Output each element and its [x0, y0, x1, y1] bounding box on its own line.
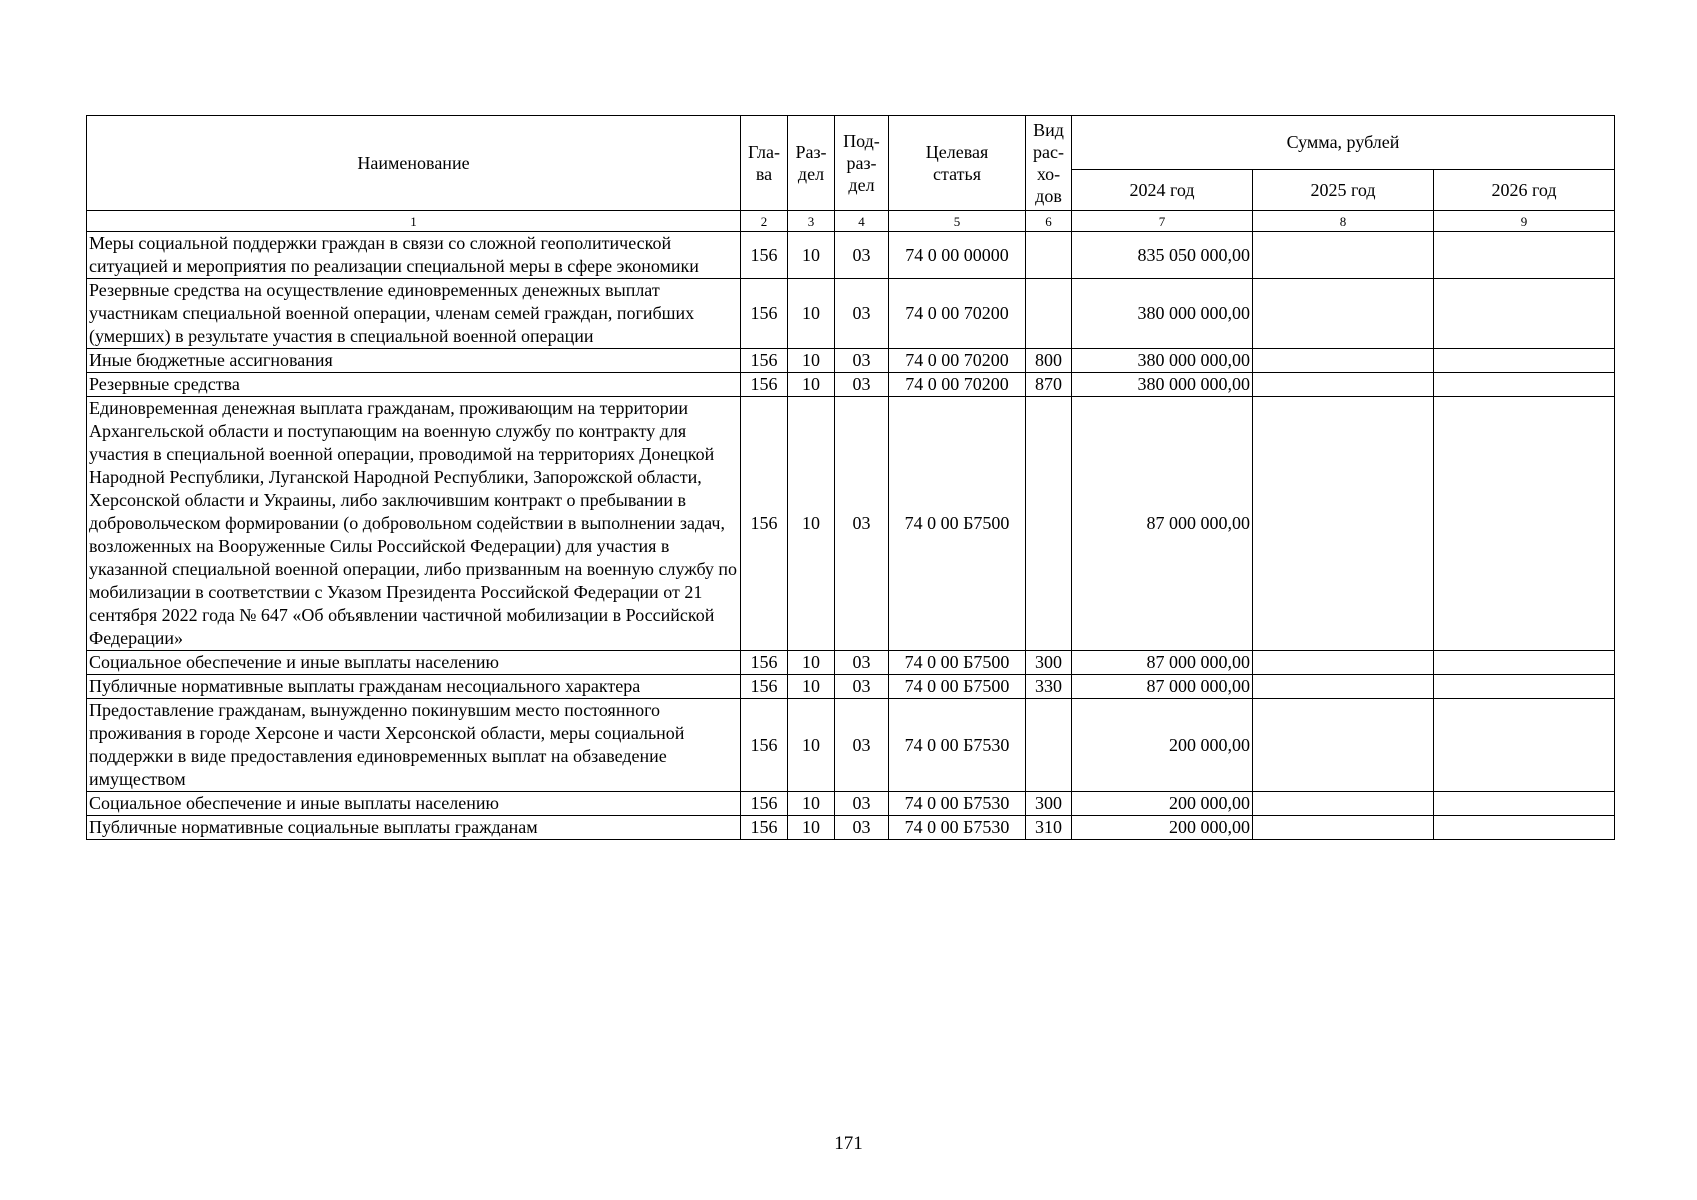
row-target: 74 0 00 70200 [889, 373, 1026, 397]
row-vid: 310 [1026, 816, 1072, 840]
row-sum-2026 [1434, 816, 1615, 840]
table-row [87, 397, 1615, 651]
header-year-2026: 2026 год [1434, 170, 1615, 211]
row-sum-2024: 380 000 000,00 [1072, 279, 1253, 349]
row-vid: 300 [1026, 651, 1072, 675]
table-row [87, 699, 1615, 792]
row-sum-2024: 380 000 000,00 [1072, 373, 1253, 397]
row-name: Социальное обеспечение и иные выплаты населению [87, 651, 741, 675]
row-name: Резервные средства [87, 373, 741, 397]
column-number: 3 [788, 211, 835, 232]
row-glava: 156 [741, 675, 788, 699]
row-sum-2024: 200 000,00 [1072, 699, 1253, 792]
row-target: 74 0 00 Б7500 [889, 675, 1026, 699]
row-glava: 156 [741, 792, 788, 816]
row-podrazdel: 03 [835, 675, 889, 699]
row-podrazdel: 03 [835, 349, 889, 373]
row-sum-2025 [1253, 373, 1434, 397]
column-number: 5 [889, 211, 1026, 232]
header-podrazdel: Под- раз- дел [835, 116, 889, 211]
row-sum-2025 [1253, 792, 1434, 816]
row-razdel: 10 [788, 651, 835, 675]
header-year-2024: 2024 год [1072, 170, 1253, 211]
row-glava: 156 [741, 232, 788, 279]
row-target: 74 0 00 Б7530 [889, 792, 1026, 816]
row-sum-2026 [1434, 675, 1615, 699]
row-razdel: 10 [788, 373, 835, 397]
row-razdel: 10 [788, 349, 835, 373]
row-glava: 156 [741, 816, 788, 840]
header-year-2025: 2025 год [1253, 170, 1434, 211]
row-sum-2026 [1434, 792, 1615, 816]
column-number: 9 [1434, 211, 1615, 232]
row-sum-2024: 835 050 000,00 [1072, 232, 1253, 279]
row-glava: 156 [741, 699, 788, 792]
table-row [87, 349, 1615, 373]
row-razdel: 10 [788, 279, 835, 349]
row-vid: 870 [1026, 373, 1072, 397]
row-name: Иные бюджетные ассигнования [87, 349, 741, 373]
row-glava: 156 [741, 397, 788, 651]
header-vid: Вид рас- хо- дов [1026, 116, 1072, 211]
row-name: Меры социальной поддержки граждан в связи со сложной геополитической ситуацией и мероприятия по реализации специальной меры в сфере экономики [87, 232, 741, 279]
row-target: 74 0 00 Б7530 [889, 699, 1026, 792]
header-target: Целевая статья [889, 116, 1026, 211]
row-name: Предоставление гражданам, вынужденно покинувшим место постоянного проживания в городе Херсоне и части Херсонской области, меры социальной поддержки в виде предоставления единовременных выплат на обзаведение имуществом [87, 699, 741, 792]
table-row [87, 816, 1615, 840]
row-sum-2025 [1253, 232, 1434, 279]
row-target: 74 0 00 Б7530 [889, 816, 1026, 840]
row-vid [1026, 397, 1072, 651]
row-sum-2024: 87 000 000,00 [1072, 397, 1253, 651]
header-name: Наименование [87, 116, 741, 211]
row-podrazdel: 03 [835, 792, 889, 816]
row-sum-2025 [1253, 651, 1434, 675]
header-summa: Сумма, рублей [1072, 116, 1615, 170]
row-sum-2025 [1253, 397, 1434, 651]
column-numbers-row [87, 211, 1615, 232]
row-sum-2026 [1434, 699, 1615, 792]
row-razdel: 10 [788, 397, 835, 651]
row-vid [1026, 232, 1072, 279]
row-podrazdel: 03 [835, 373, 889, 397]
row-sum-2024: 200 000,00 [1072, 792, 1253, 816]
row-sum-2026 [1434, 651, 1615, 675]
row-target: 74 0 00 Б7500 [889, 651, 1026, 675]
row-razdel: 10 [788, 675, 835, 699]
row-target: 74 0 00 Б7500 [889, 397, 1026, 651]
row-name: Социальное обеспечение и иные выплаты населению [87, 792, 741, 816]
table-header [87, 116, 1615, 211]
row-razdel: 10 [788, 699, 835, 792]
row-name: Резервные средства на осуществление единовременных денежных выплат участникам специальной военной операции, членам семей граждан, погибших (умерших) в результате участия в специальной военной операции [87, 279, 741, 349]
row-sum-2026 [1434, 397, 1615, 651]
row-name: Публичные нормативные выплаты гражданам несоциального характера [87, 675, 741, 699]
row-sum-2024: 87 000 000,00 [1072, 675, 1253, 699]
row-name: Публичные нормативные социальные выплаты гражданам [87, 816, 741, 840]
row-razdel: 10 [788, 816, 835, 840]
row-podrazdel: 03 [835, 816, 889, 840]
row-vid: 330 [1026, 675, 1072, 699]
row-podrazdel: 03 [835, 279, 889, 349]
row-sum-2026 [1434, 279, 1615, 349]
header-glava: Гла- ва [741, 116, 788, 211]
row-sum-2024: 87 000 000,00 [1072, 651, 1253, 675]
row-vid: 300 [1026, 792, 1072, 816]
row-glava: 156 [741, 373, 788, 397]
column-number: 6 [1026, 211, 1072, 232]
row-vid [1026, 699, 1072, 792]
column-number: 2 [741, 211, 788, 232]
column-number: 8 [1253, 211, 1434, 232]
row-podrazdel: 03 [835, 699, 889, 792]
row-sum-2026 [1434, 349, 1615, 373]
row-podrazdel: 03 [835, 232, 889, 279]
table-row [87, 675, 1615, 699]
row-sum-2026 [1434, 232, 1615, 279]
row-glava: 156 [741, 651, 788, 675]
table-body [87, 211, 1615, 840]
row-vid [1026, 279, 1072, 349]
table-row [87, 651, 1615, 675]
row-podrazdel: 03 [835, 397, 889, 651]
table-row [87, 373, 1615, 397]
row-sum-2026 [1434, 373, 1615, 397]
row-glava: 156 [741, 349, 788, 373]
row-podrazdel: 03 [835, 651, 889, 675]
row-target: 74 0 00 70200 [889, 349, 1026, 373]
row-glava: 156 [741, 279, 788, 349]
row-razdel: 10 [788, 792, 835, 816]
page-number: 171 [834, 1133, 863, 1154]
row-sum-2025 [1253, 279, 1434, 349]
column-number: 4 [835, 211, 889, 232]
row-sum-2024: 200 000,00 [1072, 816, 1253, 840]
row-razdel: 10 [788, 232, 835, 279]
row-target: 74 0 00 00000 [889, 232, 1026, 279]
row-target: 74 0 00 70200 [889, 279, 1026, 349]
row-sum-2025 [1253, 699, 1434, 792]
row-sum-2025 [1253, 349, 1434, 373]
row-vid: 800 [1026, 349, 1072, 373]
row-sum-2024: 380 000 000,00 [1072, 349, 1253, 373]
table-row [87, 792, 1615, 816]
column-number: 1 [87, 211, 741, 232]
row-sum-2025 [1253, 675, 1434, 699]
row-sum-2025 [1253, 816, 1434, 840]
table-row [87, 279, 1615, 349]
table-row [87, 232, 1615, 279]
column-number: 7 [1072, 211, 1253, 232]
budget-table [86, 115, 1615, 840]
row-name: Единовременная денежная выплата гражданам, проживающим на территории Архангельской области и поступающим на военную службу по контракту для участия в специальной военной операции, проводимой на территориях Донецкой Народной Республики, Луганской Народной Республики, Запорожской области, Херсонской области и Украины, либо заключившим контракт о пребывании в добровольческом формировании (о добровольном содействии в выполнении задач, возложенных на Вооруженные Силы Российской Федерации) для участия в указанной специальной военной операции, либо призванным на военную службу по мобилизации в соответствии с Указом Президента Российской Федерации от 21 сентября 2022 года № 647 «Об объявлении частичной мобилизации в Российской Федерации» [87, 397, 741, 651]
header-razdel: Раз- дел [788, 116, 835, 211]
